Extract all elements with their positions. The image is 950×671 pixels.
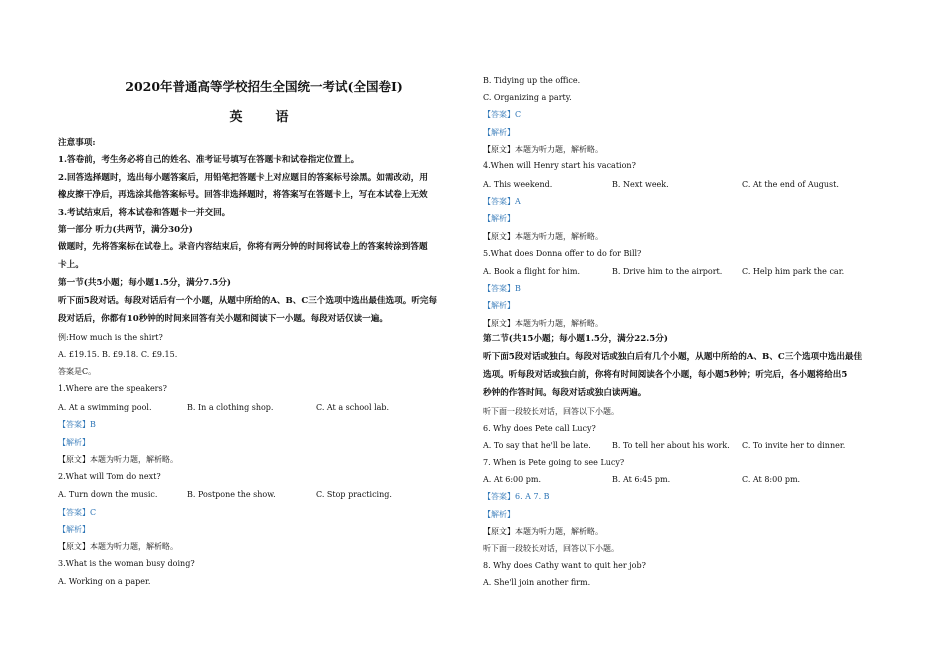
q1-analysis: 【解析】 <box>58 438 90 447</box>
q5-option-b: B. Drive him to the airport. <box>612 267 723 276</box>
q6-7-source: 【原文】本题为听力题，解析略。 <box>483 527 603 536</box>
question-5: 5.What does Donna offer to do for Bill? <box>483 249 642 258</box>
section1-desc-b: 段对话后，你都有10秒钟的时间来回答有关小题和阅读下一小题。每段对话仅读一遍。 <box>58 314 388 324</box>
q5-source: 【原文】本题为听力题，解析略。 <box>483 319 603 328</box>
q2-analysis: 【解析】 <box>58 525 90 534</box>
q8-option-a: A. She'll join another firm. <box>483 578 591 587</box>
part1-desc-b: 卡上。 <box>58 260 84 270</box>
q3-option-c: C. Organizing a party. <box>483 93 572 102</box>
exam-title: 2020年普通高等学校招生全国统一考试(全国卷I) <box>125 79 403 94</box>
q3-option-a: A. Working on a paper. <box>58 577 151 586</box>
question-8: 8. Why does Cathy want to quit her job? <box>483 561 646 570</box>
section2-desc-c: 秒钟的作答时间。每段对话或独白读两遍。 <box>483 388 647 398</box>
q2-answer: 【答案】C <box>58 508 97 517</box>
q2-option-b: B. Postpone the show. <box>187 490 276 499</box>
q1-option-b: B. In a clothing shop. <box>187 403 274 412</box>
q7-option-b: B. At 6:45 pm. <box>612 475 671 484</box>
q2-option-a: A. Turn down the music. <box>58 490 158 499</box>
part1-desc-a: 做题时，先将答案标在试卷上。录音内容结束后，你将有两分钟的时间将试卷上的答案转涂到答题 <box>58 242 428 252</box>
section1-heading: 第一节(共5小题；每小题1.5分，满分7.5分) <box>58 278 231 288</box>
question-1: 1.Where are the speakers? <box>58 384 167 393</box>
q4-analysis: 【解析】 <box>483 214 515 223</box>
q3-option-b: B. Tidying up the office. <box>483 76 581 85</box>
listen-instruction-6-7: 听下面一段较长对话，回答以下小题。 <box>483 407 619 416</box>
notice-item-2a: 2.回答选择题时，选出每小题答案后，用铅笔把答题卡上对应题目的答案标号涂黑。如需改动，用 <box>58 173 428 183</box>
q1-option-c: C. At a school lab. <box>316 403 390 412</box>
q1-option-a: A. At a swimming pool. <box>58 403 152 412</box>
q2-source: 【原文】本题为听力题，解析略。 <box>58 542 178 551</box>
q3-source: 【原文】本题为听力题，解析略。 <box>483 145 603 154</box>
question-2: 2.What will Tom do next? <box>58 472 161 481</box>
example-question: 例:How much is the shirt? <box>58 333 163 342</box>
q5-option-a: A. Book a flight for him. <box>483 267 580 276</box>
section2-desc-b: 选项。听每段对话或独白前，你将有时间阅读各个小题，每小题5秒钟；听完后，各小题将给出5 <box>483 370 848 380</box>
q6-7-analysis: 【解析】 <box>483 510 515 519</box>
question-3: 3.What is the woman busy doing? <box>58 559 195 568</box>
q6-option-c: C. To invite her to dinner. <box>742 441 846 450</box>
notice-item-2b: 橡皮擦干净后，再选涂其他答案标号。回答非选择题时，将答案写在答题卡上，写在本试卷上无效 <box>58 190 428 200</box>
part1-heading: 第一部分 听力(共两节，满分30分) <box>58 225 193 235</box>
q6-option-a: A. To say that he'll be late. <box>483 441 591 450</box>
q3-answer: 【答案】C <box>483 110 522 119</box>
section2-heading: 第二节(共15小题；每小题1.5分，满分22.5分) <box>483 334 668 344</box>
q5-option-c: C. Help him park the car. <box>742 267 845 276</box>
q1-answer: 【答案】B <box>58 420 96 429</box>
q7-option-a: A. At 6:00 pm. <box>483 475 542 484</box>
q5-analysis: 【解析】 <box>483 301 515 310</box>
question-7: 7. When is Pete going to see Lucy? <box>483 458 625 467</box>
notice-item-1: 1.答卷前，考生务必将自己的姓名、准考证号填写在答题卡和试卷指定位置上。 <box>58 155 360 165</box>
q2-option-c: C. Stop practicing. <box>316 490 392 499</box>
notice-item-3: 3.考试结束后，将本试卷和答题卡一并交回。 <box>58 208 231 218</box>
q6-7-answer: 【答案】6. A 7. B <box>483 492 550 501</box>
q3-analysis: 【解析】 <box>483 128 515 137</box>
q4-option-a: A. This weekend. <box>483 180 553 189</box>
example-answer: 答案是C。 <box>58 367 97 376</box>
question-6: 6. Why does Pete call Lucy? <box>483 424 596 433</box>
section2-desc-a: 听下面5段对话或独白。每段对话或独白后有几个小题，从题中所给的A、B、C三个选项中选出最佳 <box>483 352 863 362</box>
q4-answer: 【答案】A <box>483 197 521 206</box>
listen-instruction-8: 听下面一段较长对话，回答以下小题。 <box>483 544 619 553</box>
q4-option-c: C. At the end of August. <box>742 180 839 189</box>
section1-desc-a: 听下面5段对话。每段对话后有一个小题，从题中所给的A、B、C三个选项中选出最佳选项。听完每 <box>58 296 438 306</box>
q1-source: 【原文】本题为听力题，解析略。 <box>58 455 178 464</box>
q7-option-c: C. At 8:00 pm. <box>742 475 801 484</box>
q4-option-b: B. Next week. <box>612 180 669 189</box>
example-options: A. £19.15. B. £9.18. C. £9.15. <box>58 350 178 359</box>
notice-heading: 注意事项: <box>58 138 96 148</box>
q6-option-b: B. To tell her about his work. <box>612 441 730 450</box>
q5-answer: 【答案】B <box>483 284 521 293</box>
question-4: 4.When will Henry start his vacation? <box>483 161 636 170</box>
subject-title: 英 语 <box>229 110 299 125</box>
q4-source: 【原文】本题为听力题，解析略。 <box>483 232 603 241</box>
